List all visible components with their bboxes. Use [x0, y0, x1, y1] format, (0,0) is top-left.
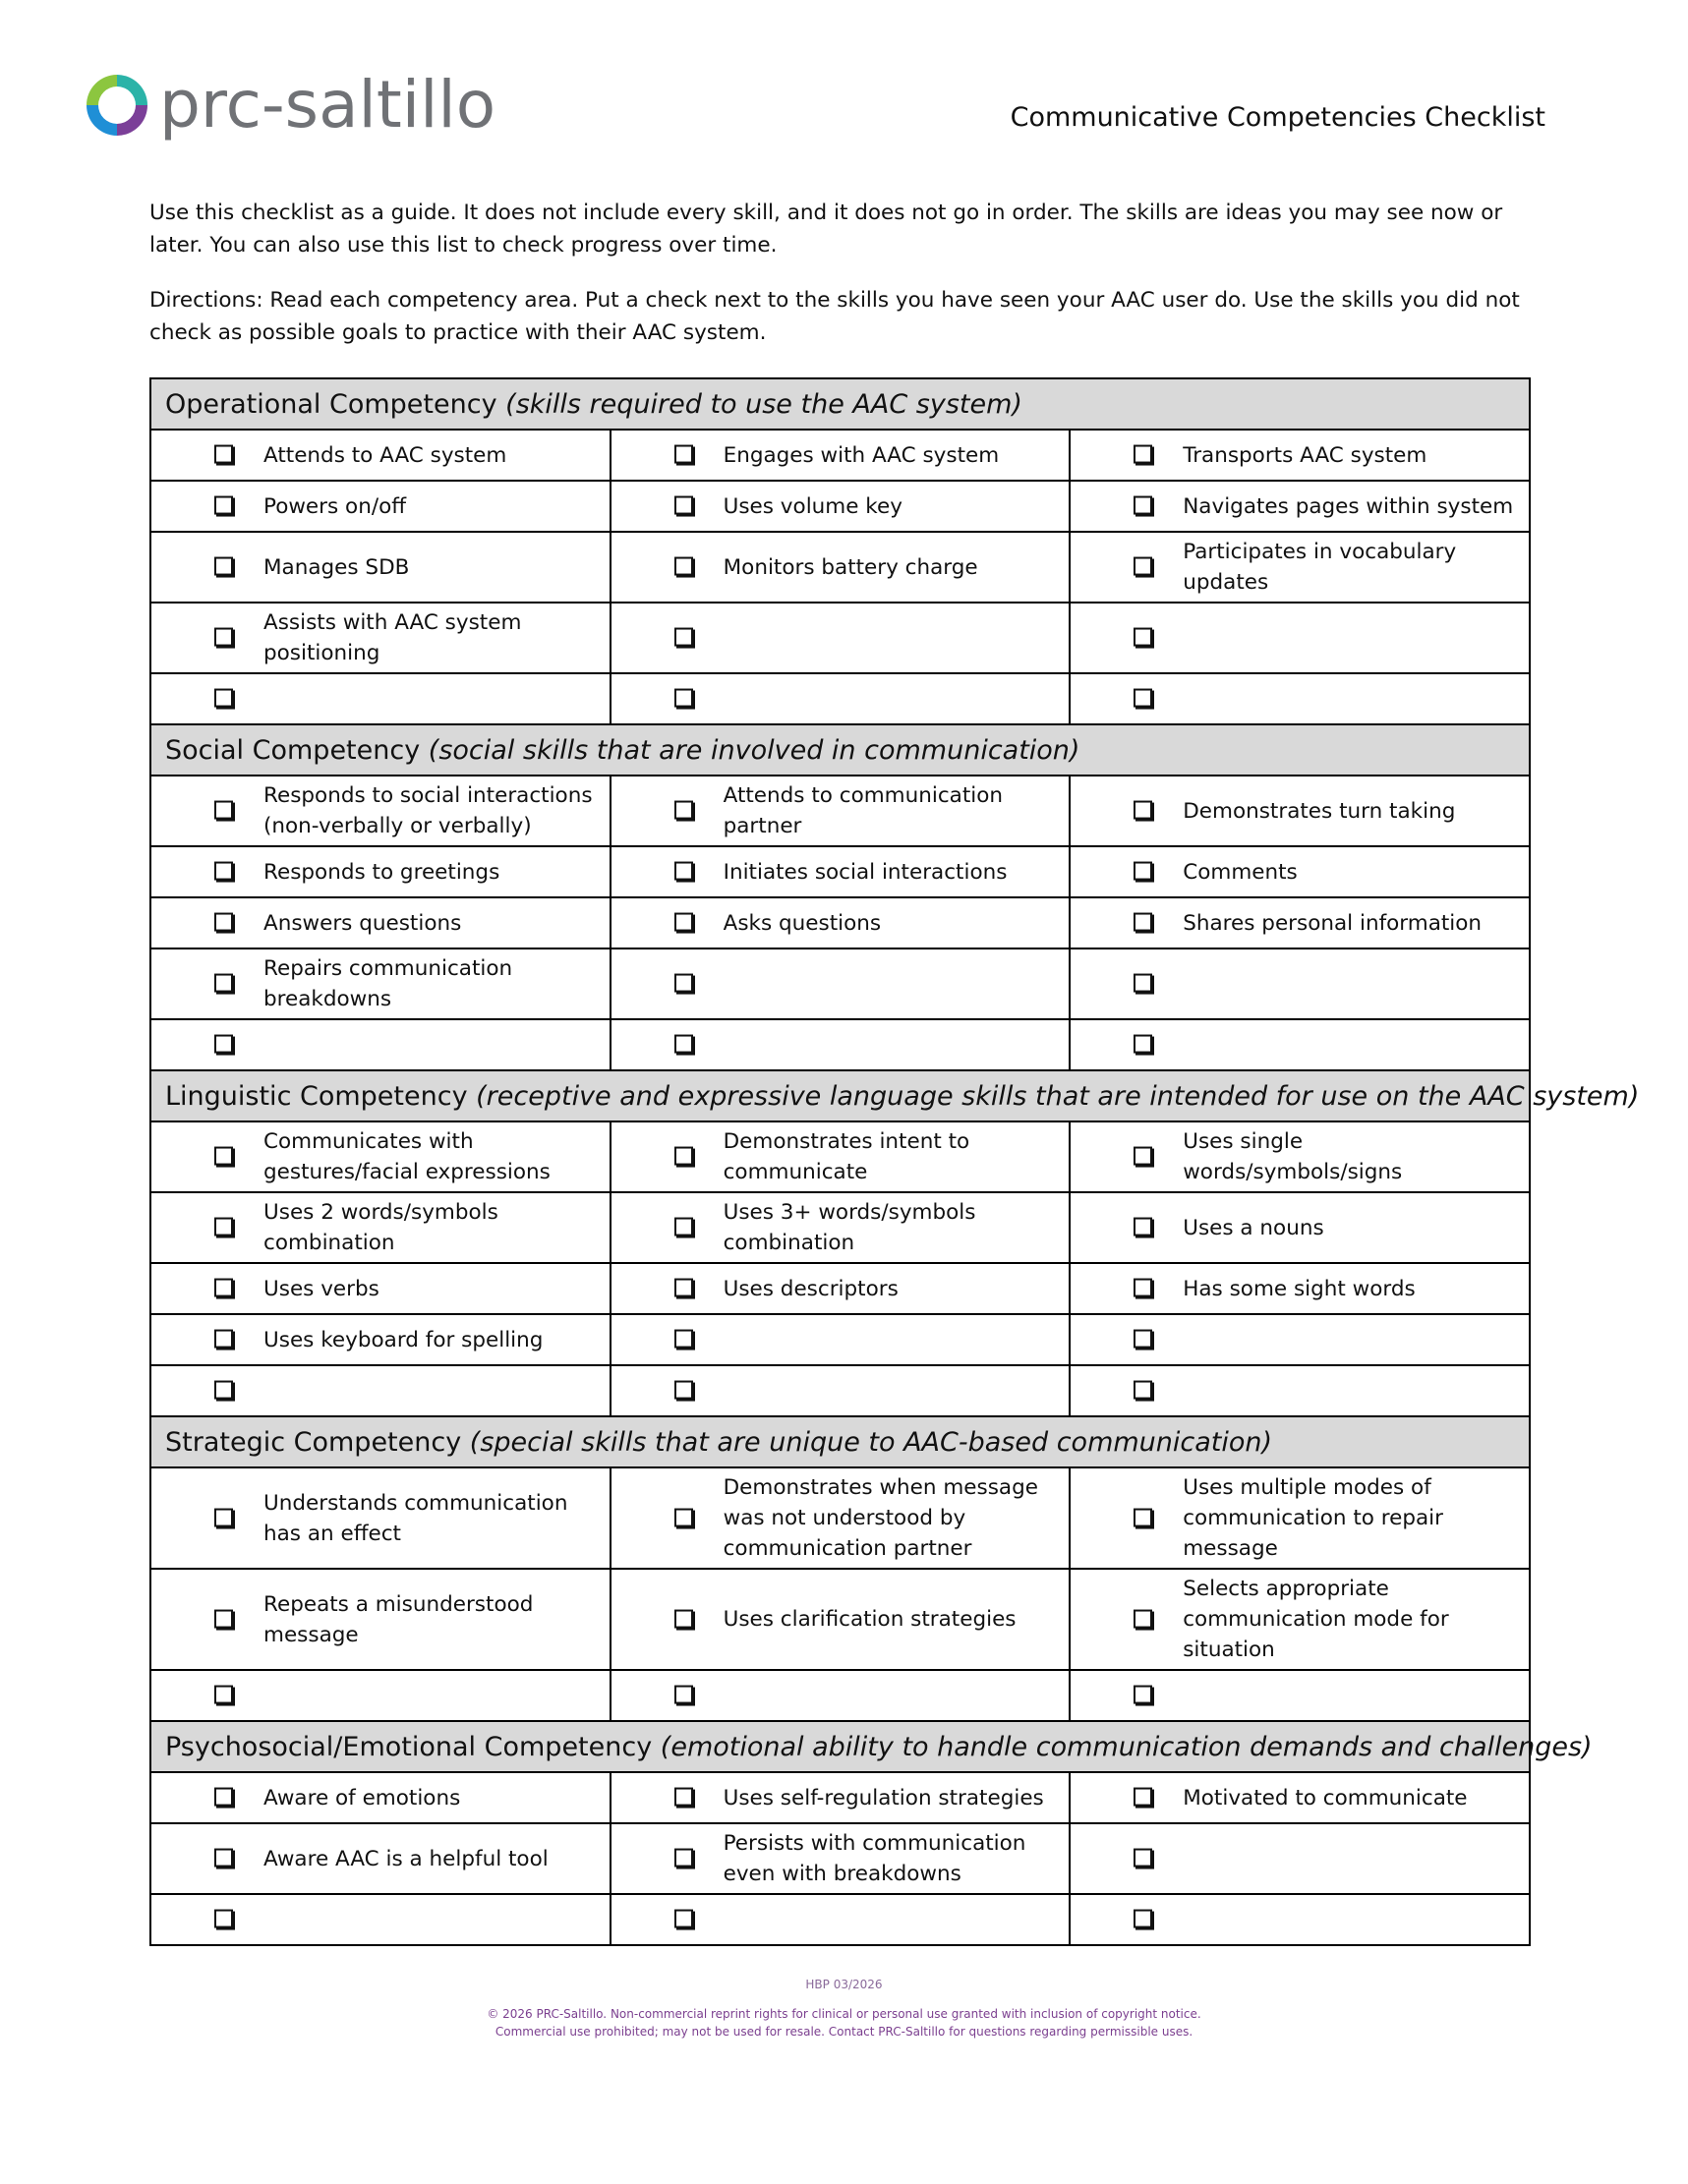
- checklist-item: [611, 1772, 1071, 1823]
- item-label: [724, 1041, 1070, 1049]
- item-label: [1183, 1387, 1529, 1395]
- checkbox-icon[interactable]: [214, 801, 233, 820]
- checklist-item: [1070, 1192, 1530, 1263]
- item-label: [263, 1916, 610, 1924]
- checklist-item: [611, 1670, 1071, 1721]
- item-label: Manages SDB: [263, 554, 410, 580]
- item-label: [263, 1387, 610, 1395]
- checklist-row: [150, 603, 1530, 673]
- item-label: Uses verbs: [263, 1276, 379, 1301]
- section-title: Linguistic Competency: [165, 1080, 468, 1112]
- item-label: [724, 695, 1070, 703]
- checklist-item: [150, 1019, 611, 1070]
- checklist-item: [150, 776, 611, 846]
- section-header-row: [150, 378, 1530, 430]
- checkbox-icon[interactable]: [674, 1330, 693, 1349]
- checkbox-icon[interactable]: [1134, 1686, 1152, 1704]
- checklist-row: [150, 1314, 1530, 1365]
- checklist-item: [611, 1019, 1071, 1070]
- item-label: Uses 3+ words/symbols combination: [723, 1200, 976, 1255]
- checklist-item: [611, 1314, 1071, 1365]
- checklist-item: [611, 1894, 1071, 1945]
- checkbox-icon[interactable]: [214, 496, 233, 515]
- checkbox-icon[interactable]: [214, 1609, 233, 1628]
- item-label: Demonstrates turn taking: [1183, 798, 1456, 824]
- checklist-item: [1070, 1467, 1530, 1569]
- logo-text: prc-saltillo: [159, 67, 496, 143]
- checklist-item: [1070, 1019, 1530, 1070]
- item-label: [1183, 634, 1529, 642]
- checklist-item: [611, 1569, 1071, 1670]
- checkbox-icon[interactable]: [214, 913, 233, 932]
- checkbox-icon[interactable]: [674, 862, 693, 881]
- checkbox-icon[interactable]: [214, 1279, 233, 1297]
- item-label: Asks questions: [723, 910, 882, 936]
- section-description: (skills required to use the AAC system): [505, 388, 1022, 420]
- item-label: Uses descriptors: [723, 1276, 899, 1301]
- checkbox-icon[interactable]: [674, 1147, 693, 1166]
- item-label: [1183, 1692, 1529, 1699]
- checklist-body: [150, 378, 1640, 1945]
- item-label: Uses 2 words/symbols combination: [263, 1200, 498, 1255]
- checklist-row: [150, 1192, 1530, 1263]
- logo: [81, 69, 495, 142]
- section-header: [150, 724, 1530, 776]
- intro-text: Use this checklist as a guide. It does not include every skill, and it does not go in order. The skills are ideas you may see now or later. You can also use this list to check progress over time.: [149, 201, 1503, 258]
- checklist-row: [150, 1263, 1530, 1314]
- checklist-item: [611, 673, 1071, 724]
- checkbox-icon[interactable]: [674, 1910, 693, 1928]
- checklist-item: [150, 1772, 611, 1823]
- checkbox-icon[interactable]: [1134, 1609, 1152, 1628]
- item-label: [1183, 1916, 1529, 1924]
- section-header: [150, 1070, 1640, 1121]
- checklist-item: [150, 532, 611, 603]
- item-label: [724, 634, 1070, 642]
- section-title: Strategic Competency: [165, 1426, 462, 1458]
- checkbox-icon[interactable]: [214, 628, 233, 647]
- item-label: Responds to greetings: [263, 859, 500, 885]
- checklist-row: [150, 430, 1530, 481]
- checkbox-icon[interactable]: [674, 1035, 693, 1054]
- item-label: [1183, 1855, 1529, 1863]
- section-title: Social Competency: [165, 734, 421, 766]
- item-label: Comments: [1183, 859, 1298, 885]
- checklist-item: [1070, 897, 1530, 948]
- checklist-item: [150, 846, 611, 897]
- checkbox-icon[interactable]: [214, 1218, 233, 1236]
- checkbox-icon[interactable]: [1134, 913, 1152, 932]
- checkbox-icon[interactable]: [1134, 974, 1152, 993]
- item-label: [1183, 1336, 1529, 1344]
- checklist-item: [150, 1263, 611, 1314]
- checkbox-icon[interactable]: [1134, 1147, 1152, 1166]
- item-label: Initiates social interactions: [723, 859, 1008, 885]
- checkbox-icon[interactable]: [214, 1686, 233, 1704]
- checklist-item: [1070, 1894, 1530, 1945]
- checklist-row: [150, 1772, 1530, 1823]
- checkbox-icon[interactable]: [674, 445, 693, 464]
- checklist-item: [611, 948, 1071, 1019]
- item-label: [724, 1387, 1070, 1395]
- item-label: Powers on/off: [263, 493, 407, 519]
- item-label: [724, 1916, 1070, 1924]
- checkbox-icon[interactable]: [214, 1330, 233, 1349]
- item-label: [1183, 695, 1529, 703]
- section-header-row: [150, 1416, 1530, 1467]
- checkbox-icon[interactable]: [674, 1788, 693, 1807]
- checkbox-icon[interactable]: [1134, 689, 1152, 708]
- footer-usage-notice: Commercial use prohibited; may not be used for resale. Contact PRC-Saltillo for questions regarding permissible uses.: [495, 2025, 1193, 2039]
- checkbox-icon[interactable]: [674, 1609, 693, 1628]
- checklist-item: [150, 1192, 611, 1263]
- item-label: Answers questions: [263, 910, 462, 936]
- checklist-item: [1070, 948, 1530, 1019]
- checklist-item: [1070, 673, 1530, 724]
- footer-code: HBP 03/2026: [805, 1978, 883, 1991]
- checklist-item: [150, 1121, 611, 1192]
- checklist-item: [611, 481, 1071, 532]
- item-label: Attends to communication partner: [723, 783, 1004, 838]
- checklist-item: [611, 1263, 1071, 1314]
- checklist-item: [611, 1365, 1071, 1416]
- checklist-item: [150, 1314, 611, 1365]
- checkbox-icon[interactable]: [674, 1218, 693, 1236]
- checklist-row: [150, 1365, 1530, 1416]
- checklist-row: [150, 948, 1530, 1019]
- checklist-item: [611, 1467, 1071, 1569]
- item-label: [263, 1041, 610, 1049]
- checklist-item: [611, 1121, 1071, 1192]
- item-label: Engages with AAC system: [723, 442, 1000, 468]
- intro-paragraph: [149, 197, 1536, 261]
- checkbox-icon[interactable]: [1134, 1279, 1152, 1297]
- item-label: Attends to AAC system: [263, 442, 507, 468]
- checkbox-icon[interactable]: [674, 1381, 693, 1400]
- checkbox-icon[interactable]: [214, 1035, 233, 1054]
- checklist-item: [1070, 1569, 1530, 1670]
- checklist-item: [611, 430, 1071, 481]
- checklist-row: [150, 1670, 1530, 1721]
- checkbox-icon[interactable]: [214, 1147, 233, 1166]
- section-header-row: [150, 1721, 1530, 1772]
- item-label: Uses a nouns: [1183, 1215, 1324, 1240]
- checklist-row: [150, 1467, 1530, 1569]
- checklist-row: [150, 1894, 1530, 1945]
- competency-checklist-table: [149, 377, 1640, 1946]
- checklist-item: [1070, 603, 1530, 673]
- checkbox-icon[interactable]: [674, 1508, 693, 1526]
- item-label: Repairs communication breakdowns: [263, 956, 513, 1011]
- item-label: [263, 695, 610, 703]
- checklist-item: [150, 1823, 611, 1894]
- item-label: Responds to social interactions (non-verbally or verbally): [263, 783, 593, 838]
- item-label: [1183, 1041, 1529, 1049]
- checkbox-icon[interactable]: [674, 974, 693, 993]
- checklist-row: [150, 673, 1530, 724]
- checkbox-icon[interactable]: [214, 974, 233, 993]
- item-label: Uses self-regulation strategies: [723, 1785, 1044, 1810]
- checklist-item: [1070, 430, 1530, 481]
- prc-saltillo-logo-icon: [81, 69, 153, 142]
- checklist-row: [150, 1569, 1530, 1670]
- checkbox-icon[interactable]: [1134, 628, 1152, 647]
- checklist-row: [150, 776, 1530, 846]
- checkbox-icon[interactable]: [674, 628, 693, 647]
- checklist-item: [150, 897, 611, 948]
- checklist-item: [611, 532, 1071, 603]
- item-label: Persists with communication even with breakdowns: [723, 1831, 1026, 1886]
- section-title: Psychosocial/Emotional Competency: [165, 1731, 653, 1762]
- section-description: (emotional ability to handle communication demands and challenges): [660, 1731, 1593, 1762]
- checkbox-icon[interactable]: [214, 1788, 233, 1807]
- checkbox-icon[interactable]: [1134, 496, 1152, 515]
- checkbox-icon[interactable]: [1134, 1910, 1152, 1928]
- checkbox-icon[interactable]: [674, 1686, 693, 1704]
- checklist-item: [1070, 1365, 1530, 1416]
- checklist-item: [150, 1569, 611, 1670]
- checklist-row: [150, 481, 1530, 532]
- checkbox-icon[interactable]: [214, 1849, 233, 1868]
- page-header: [81, 69, 1545, 157]
- directions-text: Directions: Read each competency area. Put a check next to the skills you have seen your AAC user do. Use the skills you did not check as possible goals to practice with their AAC system.: [149, 288, 1520, 345]
- checkbox-icon[interactable]: [214, 1508, 233, 1526]
- checklist-row: [150, 532, 1530, 603]
- checkbox-icon[interactable]: [214, 689, 233, 708]
- checkbox-icon[interactable]: [1134, 862, 1152, 881]
- item-label: Aware AAC is a helpful tool: [263, 1846, 549, 1871]
- checkbox-icon[interactable]: [1134, 445, 1152, 464]
- item-label: [724, 1336, 1070, 1344]
- checkbox-icon[interactable]: [1134, 801, 1152, 820]
- section-title: Operational Competency: [165, 388, 497, 420]
- checklist-row: [150, 1823, 1530, 1894]
- item-label: [724, 980, 1070, 988]
- checklist-item: [611, 603, 1071, 673]
- checkbox-icon[interactable]: [674, 689, 693, 708]
- item-label: Transports AAC system: [1183, 442, 1427, 468]
- checklist-item: [611, 776, 1071, 846]
- checklist-item: [1070, 1314, 1530, 1365]
- item-label: Uses keyboard for spelling: [263, 1327, 544, 1352]
- checkbox-icon[interactable]: [674, 496, 693, 515]
- checklist-item: [150, 1670, 611, 1721]
- checkbox-icon[interactable]: [214, 557, 233, 576]
- checklist-row: [150, 846, 1530, 897]
- section-header-row: [150, 1070, 1530, 1121]
- item-label: Communicates with gestures/facial expressions: [263, 1129, 551, 1184]
- item-label: Participates in vocabulary updates: [1183, 540, 1457, 595]
- checklist-row: [150, 1019, 1530, 1070]
- checkbox-icon[interactable]: [674, 801, 693, 820]
- item-label: Monitors battery charge: [723, 554, 978, 580]
- checkbox-icon[interactable]: [214, 1910, 233, 1928]
- item-label: Shares personal information: [1183, 910, 1483, 936]
- checklist-item: [150, 948, 611, 1019]
- checkbox-icon[interactable]: [1134, 557, 1152, 576]
- section-header: [150, 1416, 1530, 1467]
- footer-copyright: © 2026 PRC-Saltillo. Non-commercial reprint rights for clinical or personal use granted with inclusion of copyright notice.: [487, 2007, 1201, 2021]
- item-label: Has some sight words: [1183, 1276, 1416, 1301]
- checkbox-icon[interactable]: [1134, 1035, 1152, 1054]
- section-description: (special skills that are unique to AAC-based communication): [469, 1426, 1273, 1458]
- checkbox-icon[interactable]: [674, 1279, 693, 1297]
- checklist-item: [611, 1823, 1071, 1894]
- checklist-item: [150, 481, 611, 532]
- checkbox-icon[interactable]: [1134, 1788, 1152, 1807]
- item-label: [1183, 980, 1529, 988]
- item-label: Assists with AAC system positioning: [263, 610, 522, 665]
- item-label: Demonstrates when message was not understood by communication partner: [723, 1475, 1038, 1561]
- item-label: Aware of emotions: [263, 1785, 461, 1810]
- checklist-item: [1070, 1823, 1530, 1894]
- checklist-item: [1070, 481, 1530, 532]
- checklist-item: [1070, 776, 1530, 846]
- item-label: [724, 1692, 1070, 1699]
- checkbox-icon[interactable]: [674, 1849, 693, 1868]
- item-label: [263, 1692, 610, 1699]
- item-label: Understands communication has an effect: [263, 1490, 568, 1546]
- item-label: Motivated to communicate: [1183, 1785, 1468, 1810]
- checklist-row: [150, 1121, 1530, 1192]
- checkbox-icon[interactable]: [214, 1381, 233, 1400]
- checkbox-icon[interactable]: [674, 557, 693, 576]
- checklist-item: [1070, 1772, 1530, 1823]
- checklist-item: [1070, 1263, 1530, 1314]
- checklist-item: [1070, 532, 1530, 603]
- checkbox-icon[interactable]: [674, 913, 693, 932]
- checklist-item: [1070, 1670, 1530, 1721]
- item-label: Uses multiple modes of communication to repair message: [1183, 1475, 1443, 1561]
- checklist-item: [1070, 846, 1530, 897]
- section-header-row: [150, 724, 1530, 776]
- item-label: Uses single words/symbols/signs: [1183, 1129, 1403, 1184]
- checklist-item: [611, 1192, 1071, 1263]
- checklist-row: [150, 897, 1530, 948]
- checklist-item: [611, 897, 1071, 948]
- item-label: Uses clarification strategies: [723, 1607, 1017, 1632]
- item-label: Navigates pages within system: [1183, 493, 1514, 519]
- item-label: Repeats a misunderstood message: [263, 1591, 534, 1647]
- checkbox-icon[interactable]: [1134, 1218, 1152, 1236]
- section-header: [150, 378, 1530, 430]
- item-label: Uses volume key: [723, 493, 902, 519]
- checkbox-icon[interactable]: [1134, 1330, 1152, 1349]
- checkbox-icon[interactable]: [1134, 1508, 1152, 1526]
- checklist-item: [150, 673, 611, 724]
- directions-paragraph: [149, 284, 1536, 349]
- checklist-item: [150, 430, 611, 481]
- section-header: [150, 1721, 1593, 1772]
- checklist-item: [611, 846, 1071, 897]
- item-label: Demonstrates intent to communicate: [723, 1129, 970, 1184]
- document-title: Communicative Competencies Checklist: [1010, 102, 1545, 133]
- checklist-item: [1070, 1121, 1530, 1192]
- checkbox-icon[interactable]: [214, 445, 233, 464]
- checklist-item: [150, 1894, 611, 1945]
- section-description: (receptive and expressive language skills that are intended for use on the AAC system): [476, 1080, 1640, 1112]
- checkbox-icon[interactable]: [214, 862, 233, 881]
- checklist-item: [150, 1365, 611, 1416]
- checkbox-icon[interactable]: [1134, 1381, 1152, 1400]
- item-label: Selects appropriate communication mode for situation: [1183, 1577, 1449, 1662]
- checklist-item: [150, 1467, 611, 1569]
- checklist-item: [150, 603, 611, 673]
- checkbox-icon[interactable]: [1134, 1849, 1152, 1868]
- section-description: (social skills that are involved in communication): [428, 734, 1080, 766]
